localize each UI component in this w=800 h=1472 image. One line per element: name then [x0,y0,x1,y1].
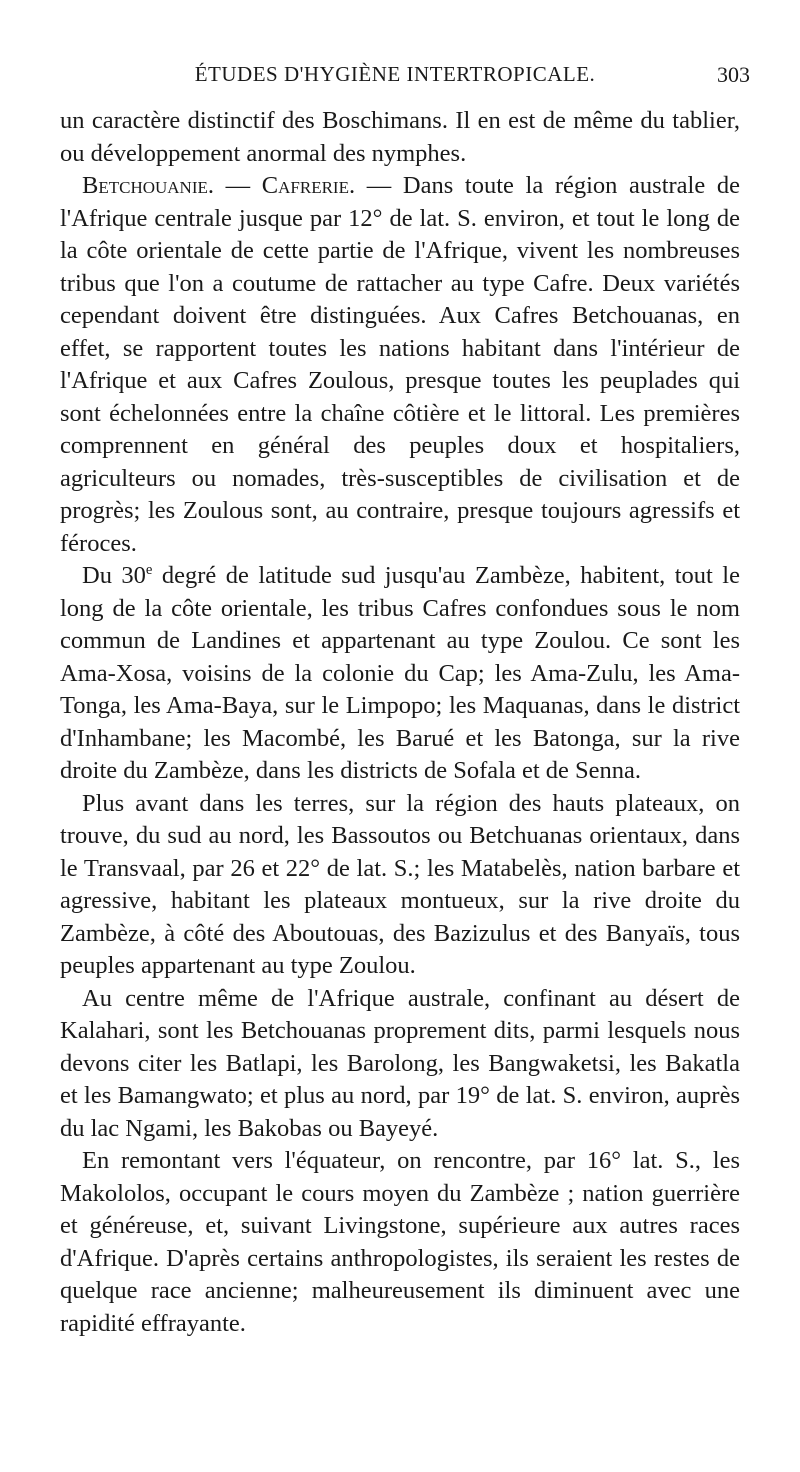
paragraph-4 [60,788,740,983]
page-number: 303 [717,62,750,87]
heading-separator-2: . — [348,172,403,199]
paragraph-4-text: Plus avant dans les terres, sur la région des hauts plateaux, on trouve, du sud au nord, les Bassoutos ou Betchuanas orientaux, dans le Transvaal, par 26 et 22° de lat. S.; les Matabelès, nation barbare et agressive, habitant les plateaux montueux, sur la rive droite du Zambèze, à côté des Aboutouas, des Bazizulus et des Banyaïs, tous peuples appartenant au type Zoulou. [60,789,740,979]
paragraph-2-text: Dans toute la région australe de l'Afrique centrale jusque par 12° de lat. S. environ, et tout le long de la côte orientale de cette partie de l'Afrique, vivent les nombreuses tribus que l'on a coutume de rattacher au type Cafre. Deux variétés cependant doivent être distinguées. Aux Cafres Betchouanas, en effet, se rapportent toutes les nations habitant dans l'intérieur de l'Afrique et aux Cafres Zoulous, presque toutes les peuplades qui sont échelonnées entre la chaîne côtière et le littoral. Les premières comprennent en général des peuples doux et hospitaliers, agriculteurs ou nomades, très-susceptibles de civilisation et de progrès; les Zoulous sont, au contraire, presque toujours agressifs et féroces. [60,172,740,557]
paragraph-5 [60,983,740,1146]
paragraph-6-text: En remontant vers l'équateur, on rencontre, par 16° lat. S., les Makololos, occupant le cours moyen du Zambèze ; nation guerrière et généreuse, et, suivant Livingstone, supérieure aux autres races d'Afrique. D'après certains anthropologistes, ils seraient les restes de quelque race ancienne; malheureusement ils diminuent avec une rapidité effrayante. [60,1147,740,1337]
ordinal-superscript: e [145,561,153,578]
paragraph-3-lead: Du 30 [82,562,146,589]
paragraph-3 [60,560,740,788]
heading-separator-1: . — [207,172,262,199]
paragraph-1-text: un caractère distinctif des Boschimans. Il en est de même du tablier, ou développement anormal des nymphes. [60,107,740,167]
paragraph-6 [60,1145,740,1340]
section-heading-cafrerie: Cafrerie [261,172,349,199]
paragraph-3-text: degré de latitude sud jusqu'au Zambèze, habitent, tout le long de la côte orientale, les tribus Cafres confondues sous le nom commun de Landines et appartenant au type Zoulou. Ce sont les Ama-Xosa, voisins de la colonie du Cap; les Ama-Zulu, les Ama-Tonga, les Ama-Baya, sur le Limpopo; les Maquanas, dans le district d'Inhambane; les Macombé, les Barué et les Batonga, sur la rive droite du Zambèze, dans les districts de Sofala et de Senna. [60,562,740,784]
page-header [40,62,750,92]
body-text [60,105,740,1340]
paragraph-5-text: Au centre même de l'Afrique australe, confinant au désert de Kalahari, sont les Betchouanas proprement dits, parmi lesquels nous devons citer les Batlapi, les Barolong, les Bangwaketsi, les Bakatla et les Bamangwato; et plus au nord, par 19° de lat. S. environ, auprès du lac Ngami, les Bakobas ou Bayeyé. [60,984,740,1142]
section-heading-betchouanie: Betchouanie [82,172,208,199]
paragraph-2 [60,170,740,560]
paragraph-1 [60,105,740,170]
running-title: ÉTUDES D'HYGIÈNE INTERTROPICALE. [194,62,596,86]
